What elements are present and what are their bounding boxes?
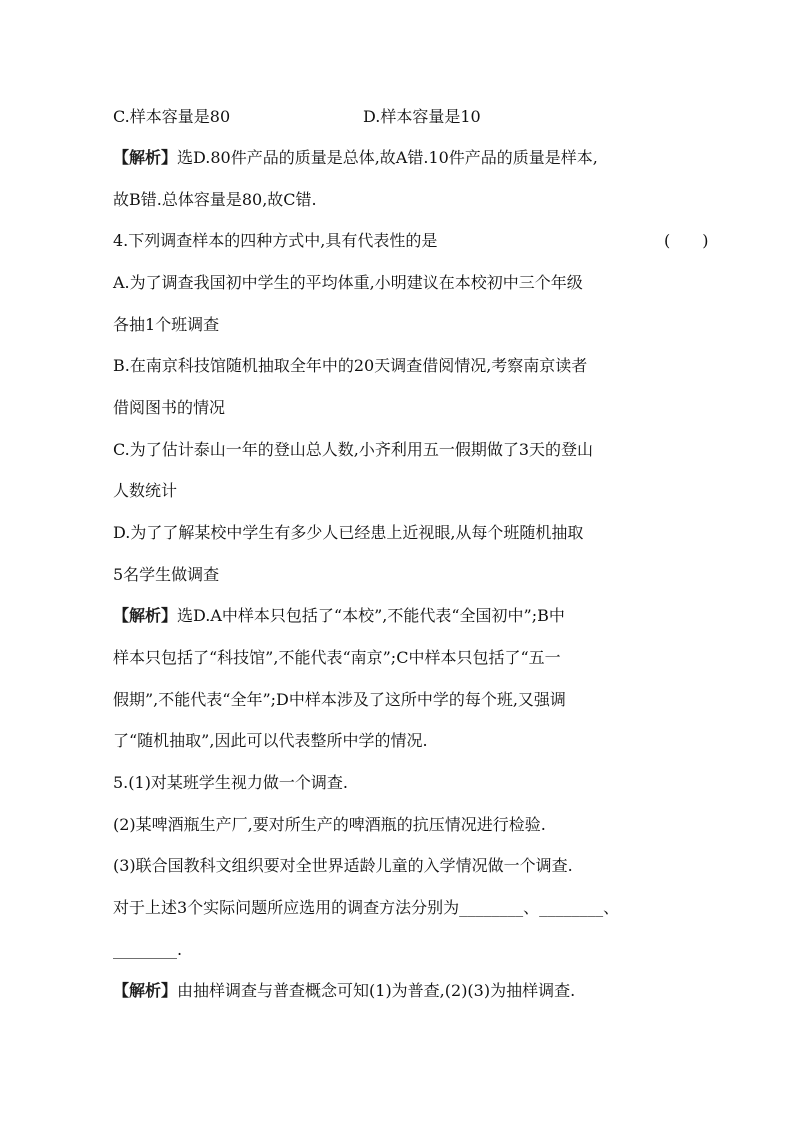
analysis-tag: 【解析】 — [113, 148, 178, 167]
q5-question-line-1: 对于上述3个实际问题所应选用的调查方法分别为________、________、 — [113, 898, 620, 917]
q4-analysis-text-1: 选D.A中样本只包括了“本校”,不能代表“全国初中”;B中 — [177, 606, 565, 625]
q4-answer-paren: ( ) — [664, 231, 709, 250]
q4-analysis-line-1 — [113, 606, 565, 626]
q3-analysis-line-2: 故B错.总体容量是80,故C错. — [113, 190, 317, 209]
q5-item-1: 5.(1)对某班学生视力做一个调查. — [113, 773, 349, 792]
q4-option-d-line-2: 5名学生做调查 — [113, 565, 220, 584]
q5-analysis-text-1: 由抽样调查与普查概念可知(1)为普查,(2)(3)为抽样调查. — [177, 981, 576, 1000]
q3-option-c: C.样本容量是80 — [113, 107, 231, 126]
q4-option-a-line-2: 各抽1个班调查 — [113, 315, 220, 334]
q4-analysis-line-2: 样本只包括了“科技馆”,不能代表“南京”;C中样本只包括了“五一 — [113, 648, 561, 667]
q4-stem: 4.下列调查样本的四种方式中,具有代表性的是 — [113, 231, 438, 250]
q3-analysis-line-1 — [113, 148, 598, 168]
analysis-tag: 【解析】 — [113, 606, 178, 625]
q3-analysis-text-1: 选D.80件产品的质量是总体,故A错.10件产品的质量是样本, — [177, 148, 598, 167]
q4-analysis-line-3: 假期”,不能代表“全年”;D中样本涉及了这所中学的每个班,又强调 — [113, 690, 566, 709]
q4-option-d-line-1: D.为了了解某校中学生有多少人已经患上近视眼,从每个班随机抽取 — [113, 523, 584, 542]
q4-option-c-line-1: C.为了估计泰山一年的登山总人数,小齐利用五一假期做了3天的登山 — [113, 440, 594, 459]
q4-option-a-line-1: A.为了调查我国初中学生的平均体重,小明建议在本校初中三个年级 — [113, 273, 583, 292]
q5-analysis-line-1 — [113, 981, 575, 1001]
q5-question-line-2: ________. — [113, 940, 183, 959]
q3-option-d: D.样本容量是10 — [363, 107, 481, 126]
q4-analysis-line-4: 了“随机抽取”,因此可以代表整所中学的情况. — [113, 731, 428, 750]
q4-option-c-line-2: 人数统计 — [113, 481, 178, 500]
q4-option-b-line-2: 借阅图书的情况 — [113, 398, 226, 417]
q5-item-2: (2)某啤酒瓶生产厂,要对所生产的啤酒瓶的抗压情况进行检验. — [113, 815, 546, 834]
q4-option-b-line-1: B.在南京科技馆随机抽取全年中的20天调查借阅情况,考察南京读者 — [113, 356, 588, 375]
analysis-tag: 【解析】 — [113, 981, 178, 1000]
q5-item-3: (3)联合国教科文组织要对全世界适龄儿童的入学情况做一个调查. — [113, 856, 573, 875]
